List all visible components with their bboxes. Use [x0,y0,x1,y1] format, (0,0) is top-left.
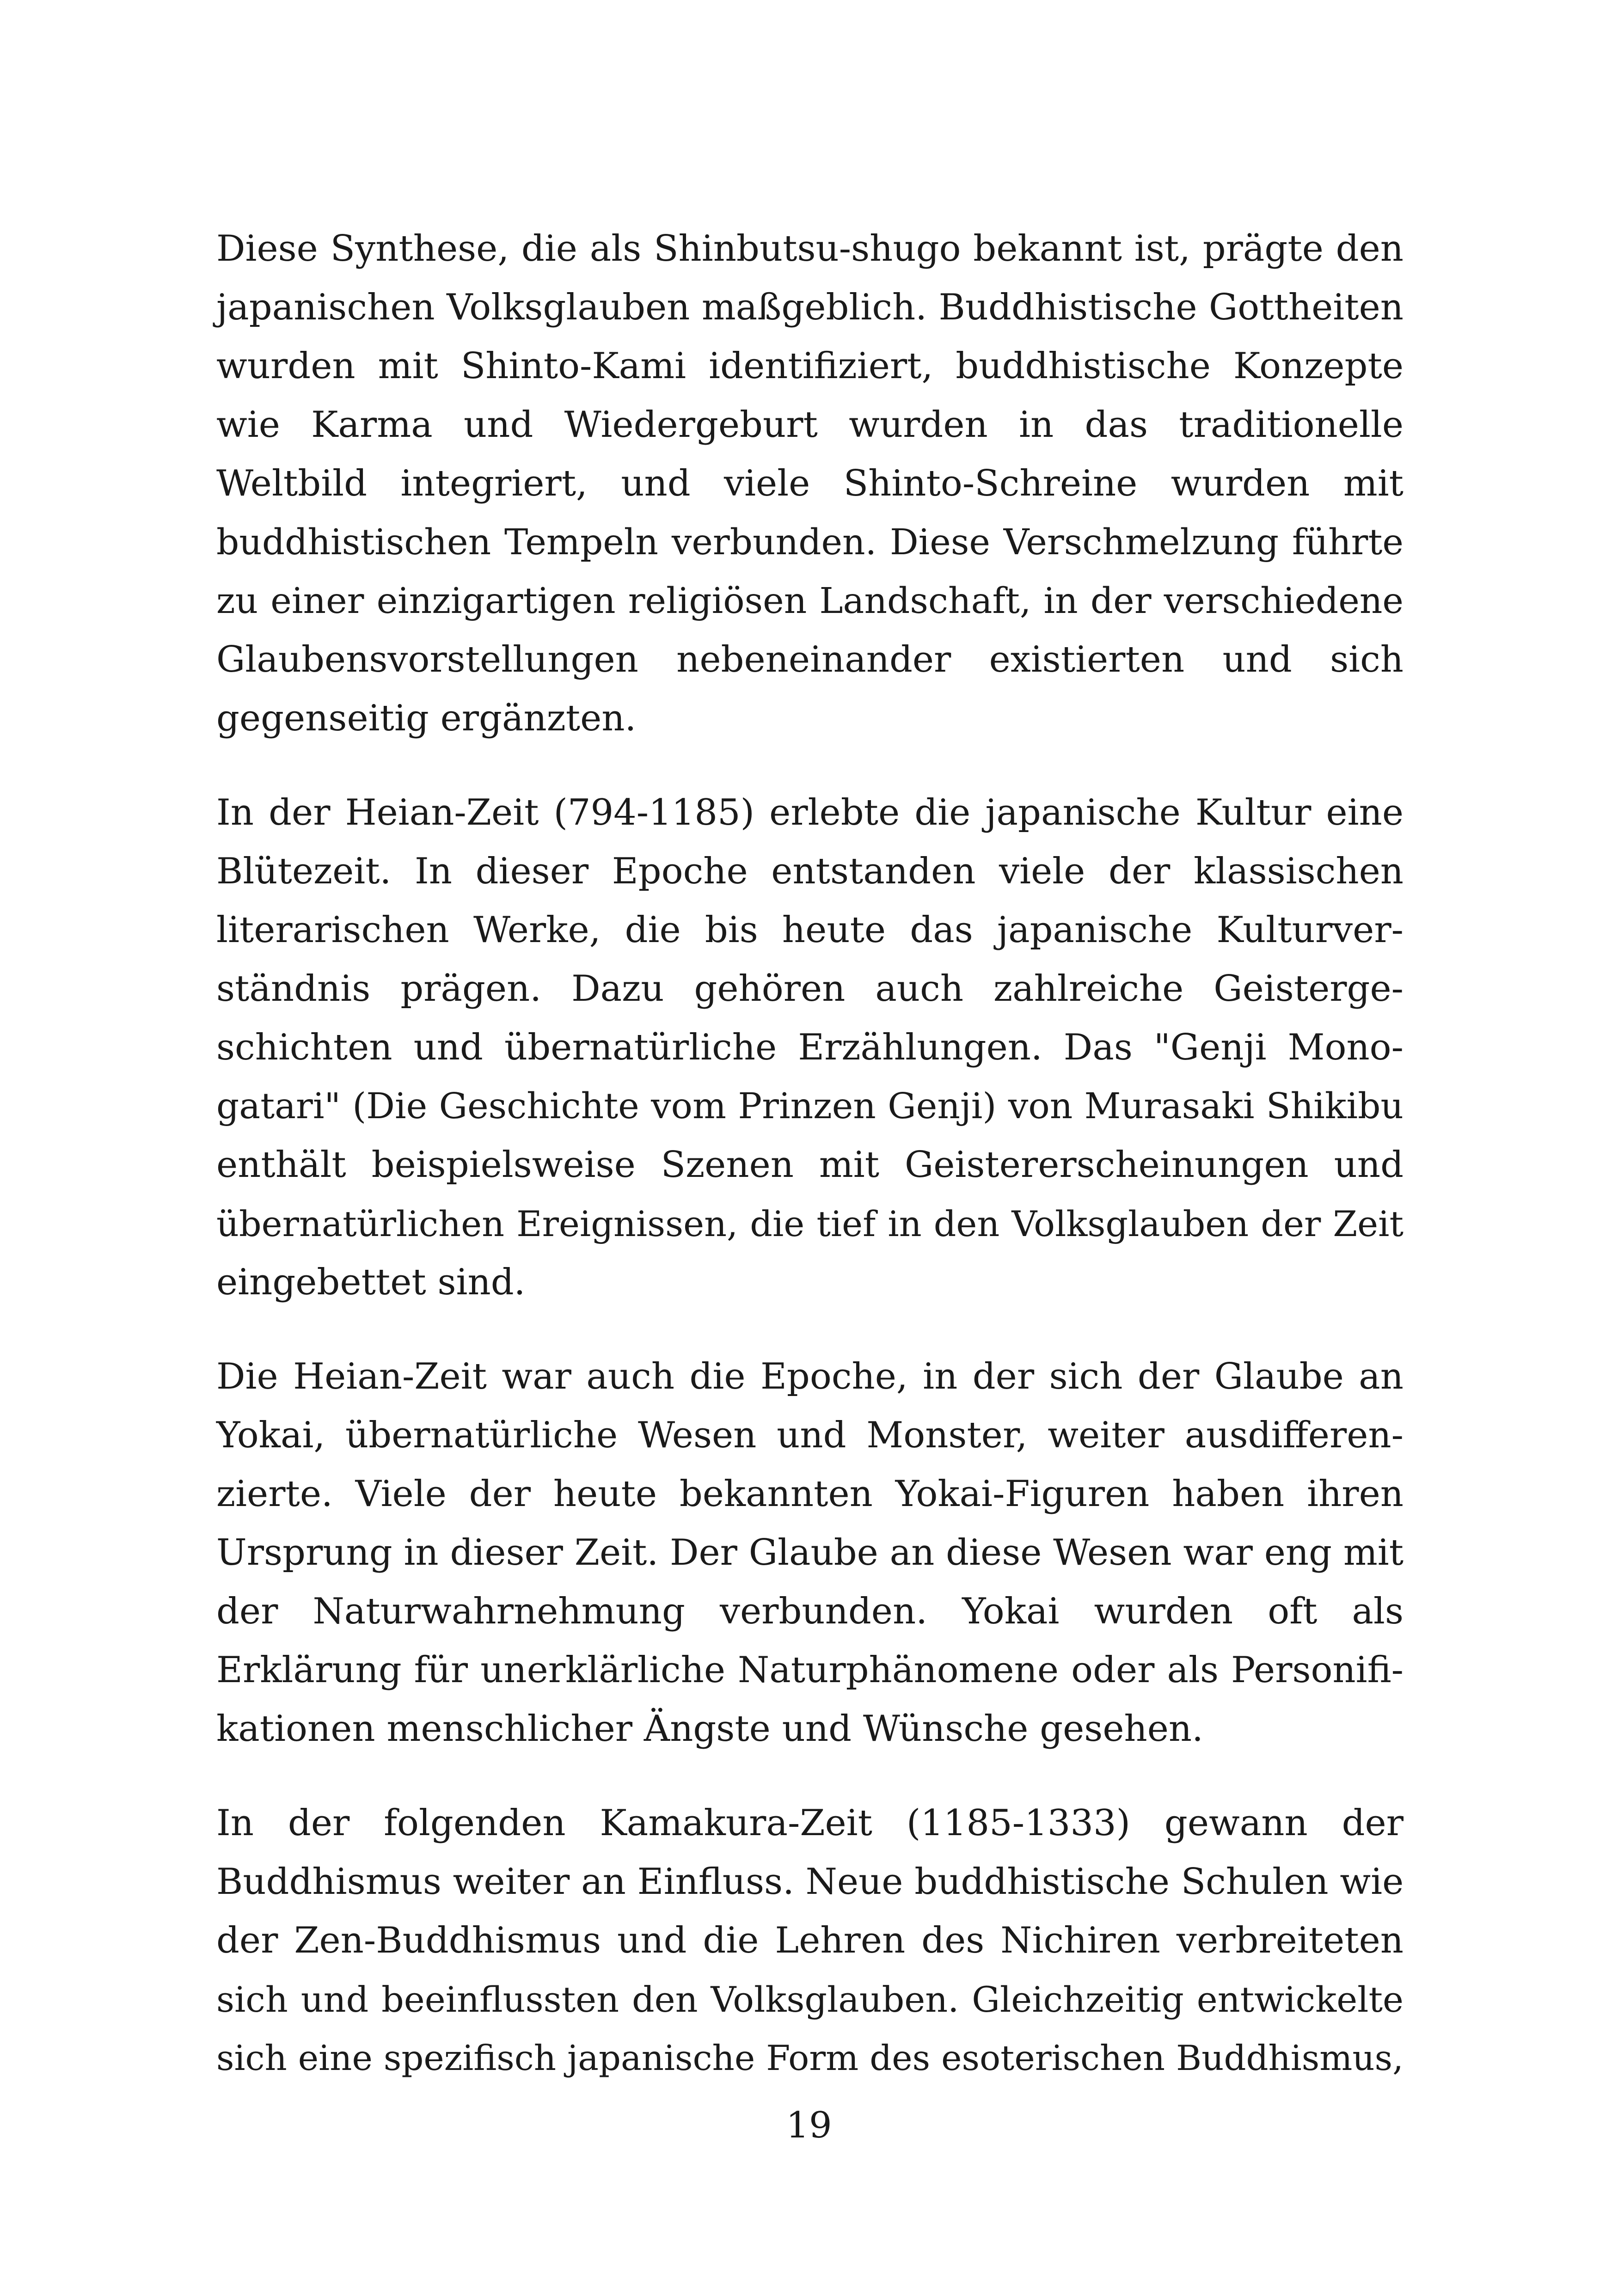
text-line: Ursprung in dieser Zeit. Der Glaube an diese Wesen war eng mit [216,1532,1404,1574]
text-line: der Zen-Buddhismus und die Lehren des Nichiren verbreiteten [216,1920,1403,1961]
text-line: zu einer einzigartigen religiösen Landschaft, in der verschiedene [216,581,1403,622]
text-line: enthält beispielsweise Szenen mit Geistererscheinungen und [216,1144,1403,1186]
text-line: Buddhismus weiter an Einfluss. Neue buddhistische Schulen wie [216,1861,1404,1903]
text-line: wie Karma und Wiedergeburt wurden in das traditionelle [216,404,1403,446]
text-line: In der Heian-Zeit (794-1185) erlebte die japanische Kultur eine [216,792,1403,833]
text-line: In der folgenden Kamakura-Zeit (1185-1333) gewann der [216,1802,1403,1844]
text-line: sich und beeinflussten den Volksglauben. Gleichzeitig entwickelte [216,1979,1403,2020]
paragraph-kamakura-zeit [216,1794,1403,2088]
text-line: übernatürlichen Ereignissen, die tief in den Volksglauben der Zeit [216,1203,1403,1244]
text-line: Yokai, übernatürliche Wesen und Monster, weiter ausdifferen- [216,1414,1403,1456]
page-number: 19 [786,2105,832,2146]
text-line: eingebettet sind. [216,1261,526,1303]
text-line: japanischen Volksglauben maßgeblich. Buddhistische Gottheiten [216,287,1403,328]
text-line: Erklärung für unerklärliche Naturphänomene oder als Personifi- [216,1649,1403,1691]
text-line: literarischen Werke, die bis heute das japanische Kulturver- [216,909,1403,951]
body-text [216,220,1403,2123]
text-line: Weltbild integriert, und viele Shinto-Schreine wurden mit [216,463,1403,504]
text-line: ständnis prägen. Dazu gehören auch zahlreiche Geisterge- [216,968,1403,1010]
text-line: Glaubensvorstellungen nebeneinander existierten und sich [216,639,1403,680]
text-line: der Naturwahrnehmung verbunden. Yokai wurden oft als [216,1591,1403,1632]
paragraph-yokai [216,1347,1403,1758]
text-line: gegenseitig ergänzten. [216,698,637,739]
text-line: wurden mit Shinto-Kami identifiziert, buddhistische Konzepte [216,345,1403,387]
text-line: Die Heian-Zeit war auch die Epoche, in der sich der Glaube an [216,1356,1403,1397]
text-line: buddhistischen Tempeln verbunden. Diese Verschmelzung führte [216,522,1403,563]
text-line: Blütezeit. In dieser Epoche entstanden viele der klassischen [216,851,1403,892]
text-line: Diese Synthese, die als Shinbutsu-shugo bekannt ist, prägte den [216,228,1403,269]
text-line: zierte. Viele der heute bekannten Yokai-Figuren haben ihren [216,1473,1403,1515]
paragraph-heian-zeit [216,784,1403,1312]
text-line: schichten und übernatürliche Erzählungen. Das "Genji Mono- [216,1027,1403,1068]
text-line: kationen menschlicher Ängste und Wünsche gesehen. [216,1708,1203,1750]
paragraph-shinbutsu-shugo [216,220,1403,748]
text-line: sich eine spezifisch japanische Form des esoterischen Buddhismus, [216,2038,1403,2078]
text-line: gatari" (Die Geschichte vom Prinzen Genji) von Murasaki Shikibu [216,1086,1403,1127]
